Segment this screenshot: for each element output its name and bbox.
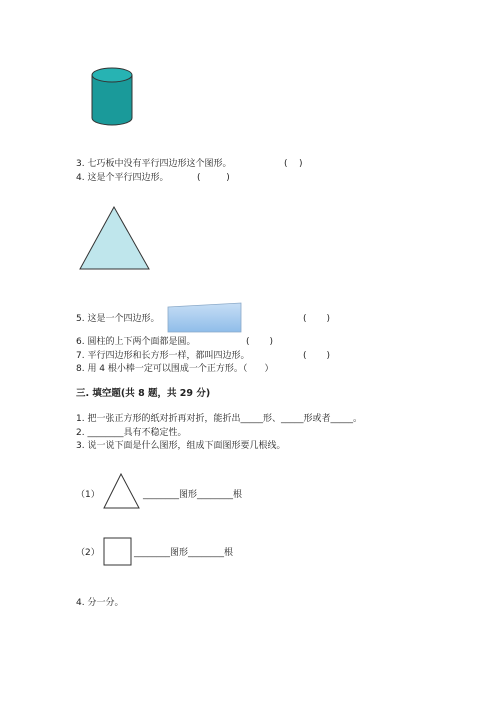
question-6-answer-parens[interactable]: ( ) xyxy=(246,337,274,347)
fill-question-2: 2. ________具有不稳定性。 xyxy=(76,428,187,438)
sub-question-2-label: （2） xyxy=(76,548,100,558)
question-3-answer-parens[interactable]: ( ) xyxy=(284,159,303,169)
question-8: 8. 用 4 根小棒一定可以围成一个正方形。（ ） xyxy=(76,364,274,374)
question-5: 5. 这是一个四边形。 xyxy=(76,314,160,324)
question-7-answer-parens[interactable]: ( ) xyxy=(303,351,331,361)
question-3: 3. 七巧板中没有平行四边形这个图形。 xyxy=(76,159,232,169)
sub-question-1-blanks[interactable]: ________图形________根 xyxy=(143,490,243,500)
question-4: 4. 这是个平行四边形。 xyxy=(76,173,169,183)
fill-question-1: 1. 把一张正方形的纸对折再对折，能折出_____形、_____形或者_____。 xyxy=(76,414,362,424)
sub-question-2-blanks[interactable]: ________图形________根 xyxy=(134,548,234,558)
fill-question-4: 4. 分一分。 xyxy=(76,598,124,608)
question-6: 6. 圆柱的上下两个面都是圆。 xyxy=(76,337,196,347)
question-5-answer-parens[interactable]: ( ) xyxy=(303,314,331,324)
question-7: 7. 平行四边形和长方形一样，都叫四边形。 xyxy=(76,351,250,361)
question-4-answer-parens[interactable]: ( ) xyxy=(197,173,230,183)
sub-question-1-label: （1） xyxy=(76,490,100,500)
section-heading: 三. 填空题(共 8 题，共 29 分) xyxy=(76,388,211,399)
fill-question-3: 3. 说一说下面是什么图形，组成下面图形要几根线。 xyxy=(76,441,286,451)
